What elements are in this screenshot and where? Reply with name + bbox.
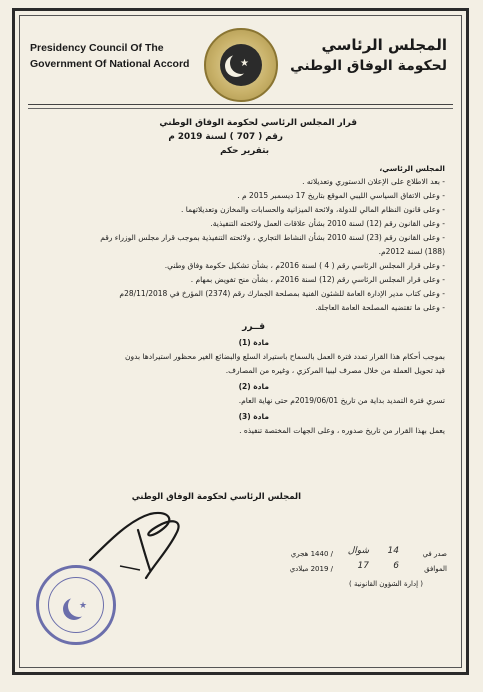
gregorian-year: / 2019 ميلادي bbox=[289, 565, 333, 573]
gregorian-month: 17 bbox=[357, 561, 369, 571]
article-3-line: يعمل بهذا القرار من تاريخ صدوره ، وعلى الجهات المختصة تنفيذه . bbox=[239, 426, 445, 435]
hijri-day: 14 bbox=[387, 546, 399, 556]
article-3-title: مادة (3) bbox=[238, 412, 269, 421]
preamble-line: - وعلى القانون رقم (23) لسنة 2010 بشأن النشاط التجاري ، ولائحته التنفيذية بموجب قرار مجلس الوزراء رقم bbox=[100, 233, 445, 242]
hijri-year: / 1440 هجري bbox=[290, 550, 333, 558]
preamble-heading: المجلس الرئاسي، bbox=[379, 164, 445, 173]
header-divider-thin bbox=[28, 108, 453, 109]
preamble-line: - بعد الاطلاع على الإعلان الدستوري وتعديلاته . bbox=[302, 177, 445, 186]
decision-number: رقم ( 707 ) لسنة 2019 م bbox=[168, 132, 283, 142]
article-1-line: قيد تحويل العملة من خلال مصرف ليبيا المركزي ، وغيره من المصارف. bbox=[225, 366, 445, 375]
preamble-line: - وعلى قرار المجلس الرئاسي رقم ( 4 ) لسنة 2016م ، بشأن تشكيل حكومة وفاق وطني. bbox=[164, 261, 445, 270]
corresponding-label: الموافق bbox=[424, 565, 447, 573]
resolution-heading: قــرر bbox=[242, 322, 265, 332]
preamble-line: - وعلى قانون النظام المالي للدولة، ولائحة الميزانية والحسابات والمخازن وتعديلاتهما . bbox=[180, 205, 445, 214]
letterhead-arabic-line-1: المجلس الرئاسي bbox=[321, 36, 447, 54]
article-1-line: بموجب أحكام هذا القرار تمدد فترة العمل بالسماح باستيراد السلع والبضائع الغير محظور استيرادها بدون bbox=[124, 352, 445, 361]
preamble-line: - وعلى كتاب مدير الإدارة العامة للشئون الفنية بمصلحة الجمارك رقم (2374) المؤرخ في 28/11/2018م bbox=[119, 289, 445, 298]
letterhead-arabic-line-2: لحكومة الوفاق الوطني bbox=[290, 58, 447, 74]
article-2-title: مادة (2) bbox=[238, 382, 269, 391]
preamble-line: - وعلى ما تقتضيه المصلحة العامة العاجلة. bbox=[315, 303, 445, 312]
preamble-line: - وعلى قرار المجلس الرئاسي رقم (12) لسنة 2016م ، بشأن منح تفويض بمهام . bbox=[190, 275, 445, 284]
letterhead-english-line-2: Government Of National Accord bbox=[30, 58, 190, 70]
gregorian-day: 6 bbox=[393, 561, 399, 571]
legal-department: ( إدارة الشؤون القانونية ) bbox=[348, 580, 423, 588]
letterhead-english-line-1: Presidency Council Of The bbox=[30, 42, 164, 54]
decision-subject: بتقرير حكم bbox=[220, 146, 269, 156]
preamble-line: - وعلى القانون رقم (12) لسنة 2010 بشأن علاقات العمل ولائحته التنفيذية. bbox=[210, 219, 445, 228]
decision-title: قرار المجلس الرئاسي لحكومة الوفاق الوطني bbox=[159, 118, 357, 128]
issued-label: صدر في bbox=[422, 550, 447, 558]
hijri-month: شوال bbox=[347, 546, 369, 556]
preamble-line: - وعلى الاتفاق السياسي الليبي الموقع بتاريخ 17 ديسمبر 2015 م . bbox=[237, 191, 445, 200]
header-divider bbox=[28, 104, 453, 105]
article-2-line: تسري فترة التمديد بداية من تاريخ 2019/06/01م حتى نهاية العام. bbox=[238, 396, 445, 405]
signatory-name: المجلس الرئاسي لحكومة الوفاق الوطني bbox=[131, 492, 301, 502]
article-1-title: مادة (1) bbox=[238, 338, 269, 347]
preamble-line: (188) لسنة 2012م. bbox=[378, 247, 445, 256]
government-seal-icon: ★ bbox=[204, 28, 278, 102]
official-stamp-icon: ★ bbox=[36, 565, 116, 645]
